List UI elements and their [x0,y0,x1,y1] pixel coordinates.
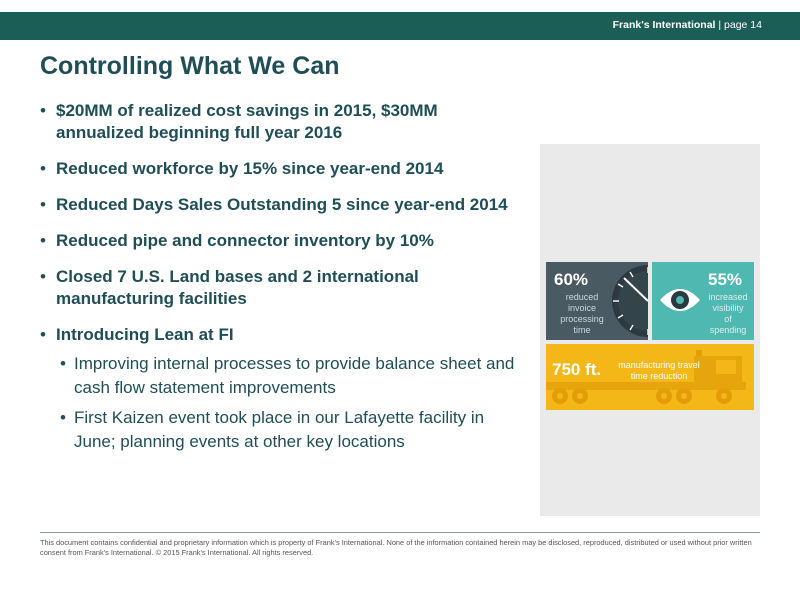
visibility-caption: increased visibility of spending [708,292,748,335]
travel-caption: manufacturing travel time reduction [618,360,700,381]
bullet-item: • Closed 7 U.S. Land bases and 2 international manufacturing facilities [40,266,530,310]
bullet-item: • Reduced Days Sales Outstanding 5 since year-end 2014 [40,194,530,216]
header-bar [0,12,800,40]
eye-icon [658,280,702,320]
invoice-tile [546,262,648,340]
header-text [613,19,762,31]
bullet-item: • Introducing Lean at FI [40,324,530,346]
sub-bullet-item: • Improving internal processes to provide balance sheet and cash flow statement improvements [60,352,530,400]
bullet-item: • Reduced workforce by 15% since year-end 2014 [40,158,530,180]
bullet-list [40,100,530,468]
clock-icon [610,262,648,340]
bullet-item: • $20MM of realized cost savings in 2015, $30MM annualized beginning full year 2016 [40,100,530,144]
footer-divider [40,532,760,533]
confidentiality-notice: This document contains confidential and proprietary information which is property of Frank's International. None of the information contained herein may be disclosed, reproduced, distributed or used without prior written consent from Frank's International. © 2015 Frank's International. All rights reserved. [40,538,752,557]
travel-tile [546,344,754,410]
visibility-tile [652,262,754,340]
invoice-value: 60% [554,270,589,289]
infographic-panel [540,144,760,516]
slide-title: Controlling What We Can [40,52,340,80]
invoice-caption: reduced invoice processing time [560,292,604,335]
visibility-value: 55% [708,270,743,289]
header-brand: Frank's International [612,19,716,31]
sub-bullet-item: • First Kaizen event took place in our Lafayette facility in June; planning events at other key locations [60,406,530,454]
header-page-number: | page 14 [718,19,762,31]
bullet-item: • Reduced pipe and connector inventory by 10% [40,230,530,252]
travel-value: 750 ft. [552,360,602,379]
